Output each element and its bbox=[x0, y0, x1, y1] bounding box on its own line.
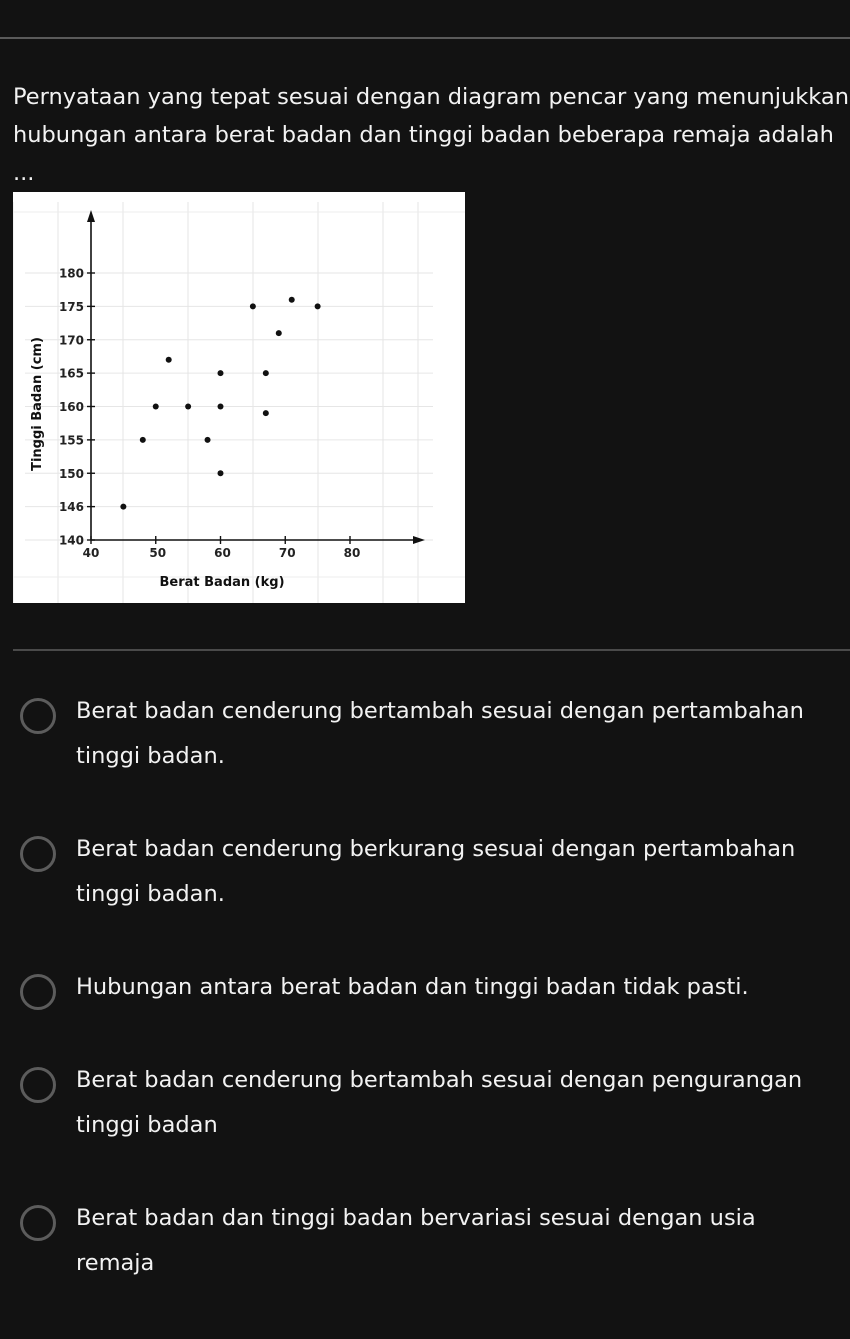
scatter-point bbox=[315, 303, 321, 309]
x-tick-label: 70 bbox=[278, 546, 296, 560]
top-divider bbox=[0, 37, 850, 39]
y-tick-label: 155 bbox=[58, 433, 84, 448]
section-divider bbox=[13, 649, 850, 651]
scatter-point bbox=[218, 370, 224, 376]
x-axis-title: Berat Badan (kg) bbox=[159, 575, 285, 590]
x-tick-label: 60 bbox=[214, 546, 231, 560]
scatter-point bbox=[218, 404, 224, 410]
radio-button-icon[interactable] bbox=[20, 698, 56, 734]
y-axis-title: Tinggi Badan (cm) bbox=[30, 337, 45, 471]
scatter-point bbox=[205, 437, 211, 443]
y-tick-label: 165 bbox=[58, 366, 84, 381]
y-tick-label: 146 bbox=[58, 500, 84, 515]
scatter-point bbox=[276, 330, 282, 336]
scatter-point bbox=[140, 437, 146, 443]
y-tick-label: 170 bbox=[58, 333, 84, 348]
x-tick-label: 80 bbox=[343, 546, 361, 560]
radio-button-icon[interactable] bbox=[20, 1205, 56, 1241]
y-tick-label: 175 bbox=[58, 299, 84, 314]
scatter-point bbox=[166, 357, 172, 363]
radio-button-icon[interactable] bbox=[20, 974, 56, 1010]
scatter-point bbox=[263, 370, 269, 376]
y-tick-label: 150 bbox=[58, 466, 84, 481]
option-label: Berat badan dan tinggi badan bervariasi sesuai dengan usia remaja bbox=[76, 1205, 756, 1276]
question-text: Pernyataan yang tepat sesuai dengan diagram pencar yang menunjukkan hubungan antara berat badan dan tinggi badan beberapa remaja adalah ... bbox=[13, 84, 849, 186]
scatter-point bbox=[120, 504, 126, 510]
scatter-point bbox=[185, 404, 191, 410]
x-tick-label: 40 bbox=[82, 546, 100, 560]
y-tick-label: 160 bbox=[58, 400, 84, 414]
option-label: Berat badan cenderung bertambah sesuai dengan pertambahan tinggi badan. bbox=[76, 698, 804, 769]
radio-button-icon[interactable] bbox=[20, 836, 56, 872]
scatter-point bbox=[250, 303, 256, 309]
x-axis-arrow bbox=[413, 536, 425, 544]
radio-button-icon[interactable] bbox=[20, 1067, 56, 1103]
scatter-chart bbox=[13, 192, 465, 603]
scatter-chart-svg bbox=[13, 192, 465, 603]
y-tick-label: 140 bbox=[58, 533, 84, 548]
option-label: Berat badan cenderung bertambah sesuai dengan pengurangan tinggi badan bbox=[76, 1067, 803, 1138]
scatter-point bbox=[289, 297, 295, 303]
option-label: Berat badan cenderung berkurang sesuai dengan pertambahan tinggi badan. bbox=[76, 836, 796, 907]
scatter-point bbox=[153, 404, 159, 410]
x-tick-label: 50 bbox=[149, 546, 167, 560]
option-label: Hubungan antara berat badan dan tinggi badan tidak pasti. bbox=[76, 974, 749, 1000]
scatter-point bbox=[218, 470, 224, 476]
scatter-point bbox=[263, 410, 269, 416]
y-tick-label: 180 bbox=[58, 266, 84, 281]
